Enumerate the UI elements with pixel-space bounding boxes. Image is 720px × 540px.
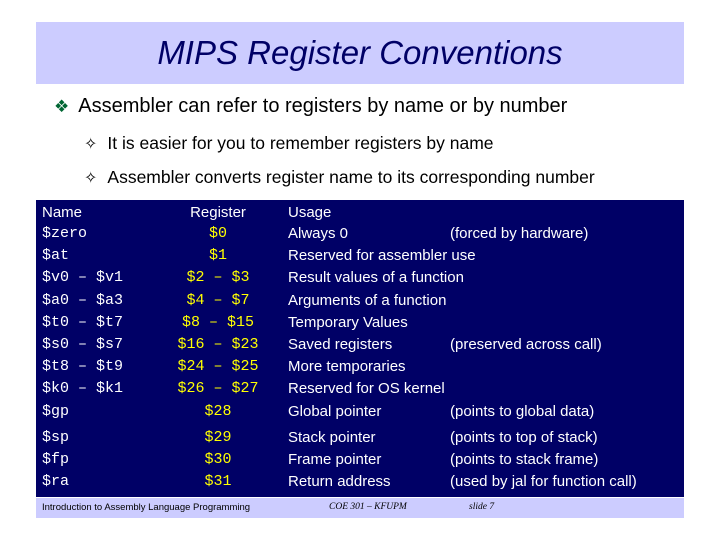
- sub-bullet-2: [84, 167, 595, 188]
- footer-department: COE 301 – KFUPM: [329, 502, 407, 512]
- usage-text: Return address: [288, 473, 391, 491]
- register-number-cell: $29: [204, 428, 232, 446]
- title-banner: [36, 22, 684, 84]
- register-usage-cell: [288, 378, 684, 400]
- usage-column: [288, 203, 684, 493]
- register-number-cell: $24 – $25: [177, 358, 259, 376]
- register-usage-cell: [288, 427, 684, 449]
- usage-text: Result values of a function: [288, 269, 464, 287]
- register-usage-cell: [288, 356, 684, 378]
- usage-text: Frame pointer: [288, 450, 382, 468]
- register-usage-cell: [288, 267, 684, 289]
- usage-header: Usage: [288, 204, 332, 221]
- footer-slide-number: slide 7: [469, 502, 495, 512]
- usage-text: Arguments of a function: [288, 291, 447, 309]
- slide-title: MIPS Register Conventions: [157, 34, 563, 71]
- register-usage-cell: [288, 290, 684, 312]
- name-column: [36, 203, 148, 493]
- usage-note: (preserved across call): [450, 335, 602, 353]
- usage-note: (points to global data): [450, 402, 595, 420]
- register-number-cell: $16 – $23: [177, 335, 259, 353]
- register-number-cell: $0: [208, 225, 227, 242]
- usage-note: (points to stack frame): [450, 450, 599, 468]
- register-name-cell: $k0 – $k1: [42, 380, 124, 398]
- diamond-bullet-icon: ❖: [54, 97, 70, 116]
- register-header: Register: [190, 204, 246, 221]
- register-usage-cell: [288, 223, 684, 245]
- usage-text: Global pointer: [288, 402, 382, 420]
- usage-text: More temporaries: [288, 358, 406, 376]
- register-column: [151, 203, 285, 493]
- register-number-cell: $28: [204, 402, 232, 420]
- register-name-cell: $t0 – $t7: [42, 313, 124, 331]
- sub-bullet-2-text: Assembler converts register name to its corresponding number: [107, 167, 595, 187]
- register-name-cell: $fp: [42, 450, 70, 468]
- register-number-cell: $4 – $7: [186, 291, 250, 309]
- register-usage-cell: [288, 471, 684, 493]
- register-number-cell: $2 – $3: [186, 269, 250, 287]
- footer-bar: [36, 498, 684, 518]
- register-number-cell: $8 – $15: [181, 313, 254, 331]
- four-point-star-icon: ✧: [84, 170, 98, 187]
- usage-text: Saved registers: [288, 335, 393, 353]
- register-usage-cell: [288, 334, 684, 356]
- usage-text: Always 0: [288, 225, 349, 242]
- register-number-cell: $30: [204, 450, 232, 468]
- register-usage-cell: [288, 401, 684, 423]
- four-point-star-icon: ✧: [84, 136, 98, 153]
- usage-text: Reserved for OS kernel: [288, 380, 445, 398]
- register-name-cell: $zero: [42, 225, 88, 242]
- register-name-cell: $a0 – $a3: [42, 291, 124, 309]
- register-name-cell: $v0 – $v1: [42, 269, 124, 287]
- register-name-cell: $t8 – $t9: [42, 358, 124, 376]
- sub-bullet-1-text: It is easier for you to remember registers by name: [107, 133, 494, 153]
- usage-note: (points to top of stack): [450, 428, 598, 446]
- register-name-cell: $gp: [42, 402, 70, 420]
- register-usage-cell: [288, 312, 684, 334]
- register-number-cell: $26 – $27: [177, 380, 259, 398]
- register-number-cell: $31: [204, 473, 232, 491]
- register-usage-cell: [288, 449, 684, 471]
- name-header: Name: [42, 204, 83, 221]
- register-name-cell: $s0 – $s7: [42, 335, 124, 353]
- register-name-cell: $sp: [42, 428, 70, 446]
- register-table: [36, 200, 684, 497]
- register-name-cell: $ra: [42, 473, 70, 491]
- usage-text: Reserved for assembler use: [288, 247, 476, 265]
- sub-bullet-1: [84, 133, 494, 154]
- register-usage-cell: [288, 245, 684, 267]
- main-bullet: [54, 95, 567, 118]
- register-number-cell: $1: [208, 247, 227, 265]
- register-name-cell: $at: [42, 247, 70, 265]
- main-bullet-text: Assembler can refer to registers by name or by number: [78, 95, 568, 117]
- usage-note: (forced by hardware): [450, 225, 589, 242]
- usage-text: Temporary Values: [288, 313, 408, 331]
- usage-text: Stack pointer: [288, 428, 376, 446]
- usage-note: (used by jal for function call): [450, 473, 637, 491]
- footer-course: Introduction to Assembly Language Programming: [42, 502, 251, 513]
